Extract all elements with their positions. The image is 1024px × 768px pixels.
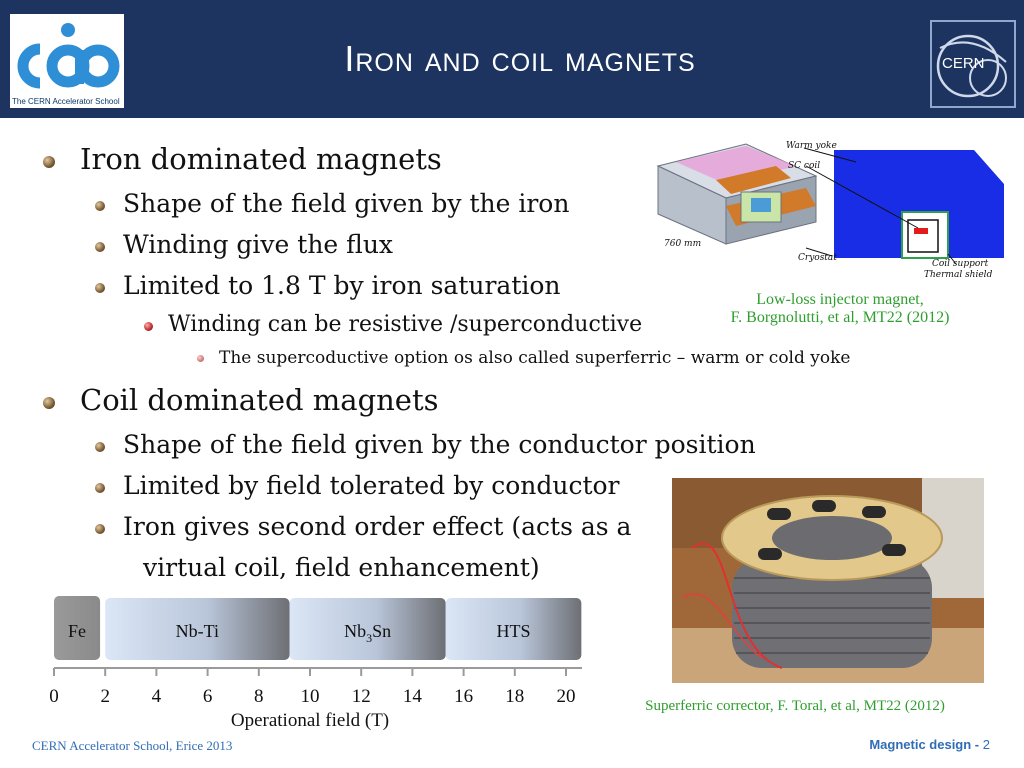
range-label: $Nb_3Sn$ <box>344 621 392 645</box>
x-tick-label: 6 <box>202 686 213 707</box>
bullet-text: Iron dominated magnets <box>80 142 442 176</box>
x-tick-label: 12 <box>351 686 371 707</box>
x-tick-label: 18 <box>505 686 525 707</box>
bullet-text: Winding give the flux <box>123 230 394 259</box>
cryostat-label: Cryostat <box>798 253 837 263</box>
warm-yoke-label: Warm yoke <box>786 141 837 151</box>
operational-field-chart <box>40 590 600 730</box>
caption-line: F. Borgnolutti, et al, MT22 (2012) <box>730 309 950 326</box>
bullet-icon <box>95 283 105 293</box>
x-tick-label: 16 <box>454 686 474 707</box>
x-tick-label: 10 <box>300 686 320 707</box>
magnet-cross-section-figure <box>656 136 1016 286</box>
bullet-coil-dominated <box>80 383 439 417</box>
cas-logo-icon <box>10 14 124 94</box>
bullet-shape-iron <box>123 189 569 218</box>
range-bar-nb3sn <box>290 598 446 660</box>
thermal-shield-label: Thermal shield <box>924 270 993 280</box>
bullet-text: Shape of the field given by the conductor position <box>123 430 756 459</box>
slide-title: Iron and coil magnets <box>344 38 696 79</box>
bullet-limited-iron <box>123 271 561 300</box>
bullet-limited-conductor <box>123 471 620 500</box>
figure-top-caption <box>690 291 990 327</box>
bullet-text: Winding can be resistive /superconductive <box>168 312 643 337</box>
chart-svg <box>40 590 600 730</box>
bullet-shape-conductor <box>123 430 756 459</box>
bullet-iron-second-order <box>123 512 631 541</box>
bullet-icon <box>95 242 105 252</box>
x-axis-label: Operational field (T) <box>230 710 390 730</box>
bullet-icon <box>95 201 105 211</box>
bullet-text: Limited by field tolerated by conductor <box>123 471 620 500</box>
footer-section: Magnetic design - <box>869 737 980 752</box>
slide-header <box>0 0 1024 118</box>
bullet-icon <box>95 442 105 452</box>
bullet-winding-flux <box>123 230 393 259</box>
bullet-icon <box>95 524 105 534</box>
cern-logo <box>930 20 1016 108</box>
bullet-icon <box>95 483 105 493</box>
bullet-icon <box>43 156 55 168</box>
footer-page <box>869 737 990 752</box>
bullet-winding-resistive <box>168 312 642 337</box>
bullet-iron-second-order-cont <box>143 553 540 582</box>
x-tick-label: 4 <box>151 686 162 707</box>
x-tick-label: 20 <box>556 686 576 707</box>
footer-school: CERN Accelerator School, Erice 2013 <box>32 738 233 753</box>
bullet-superferric <box>219 348 850 368</box>
cern-logo-text: CERN <box>942 55 985 72</box>
bullet-text: virtual coil, field enhancement) <box>143 553 540 582</box>
photo-caption: Superferric corrector, F. Toral, et al, MT22 (2012) <box>645 698 945 714</box>
cas-logo-text: The CERN Accelerator School <box>12 97 120 106</box>
bullet-text: The supercoductive option os also called superferric – warm or cold yoke <box>219 348 851 368</box>
range-label: Fe <box>68 621 87 641</box>
range-label: HTS <box>496 621 531 641</box>
bullet-text: Iron gives second order effect (acts as a <box>123 512 632 541</box>
bullet-text: Coil dominated magnets <box>80 383 439 417</box>
corrector-photo-image <box>672 478 984 683</box>
range-label: Nb-Ti <box>175 621 220 641</box>
dim-label: 760 mm <box>664 239 702 249</box>
x-tick-label: 2 <box>100 686 110 707</box>
bullet-text: Shape of the field given by the iron <box>123 189 570 218</box>
bullet-icon <box>43 397 55 409</box>
coil-support-label: Coil support <box>932 259 989 269</box>
x-tick-label: 14 <box>402 686 422 707</box>
sc-coil-label: SC coil <box>788 161 821 171</box>
page-number: 2 <box>982 737 990 752</box>
bullet-icon <box>144 322 153 331</box>
x-tick-label: 0 <box>49 686 59 707</box>
magnet-diagram <box>656 136 1016 286</box>
bullet-text: Limited to 1.8 T by iron saturation <box>123 271 561 300</box>
bullet-icon <box>197 355 204 362</box>
x-tick-label: 8 <box>254 686 264 707</box>
superferric-corrector-photo <box>672 478 984 683</box>
cas-logo <box>10 14 124 108</box>
caption-line: Low-loss injector magnet, <box>756 291 924 308</box>
cern-logo-icon <box>932 22 1014 106</box>
bullet-iron-dominated <box>80 142 442 176</box>
